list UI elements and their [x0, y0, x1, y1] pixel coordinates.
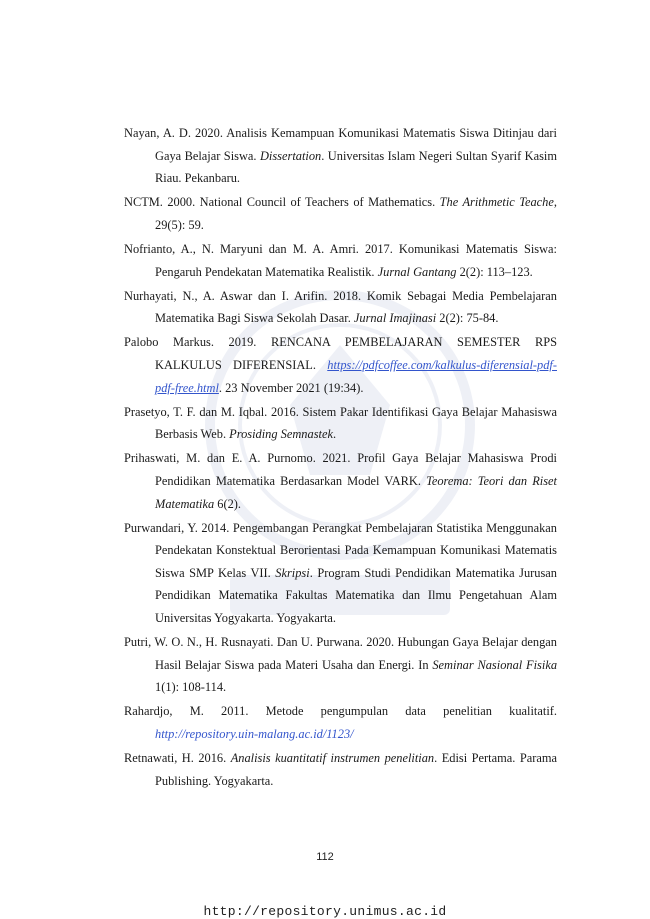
reference-text: . Program Studi Pendidikan Matematika Jurusan Pendidikan Matematika Fakultas Matematika dan Ilmu Pengetahuan Alam Universitas Yogyakarta. Yogyakarta. [155, 565, 557, 625]
reference-text: 2(2): 113–123. [456, 264, 533, 279]
page-number: 112 [316, 851, 334, 863]
reference-text: Purwandari, Y. 2014. Pengembangan Perangkat Pembelajaran Statistika Menggunakan Pendekatan Konstektual Berorientasi Pada Kemampuan Komunikasi Matematis Siswa SMP Kelas VII. [124, 520, 557, 580]
reference-text: Palobo Markus. 2019. RENCANA PEMBELAJARAN SEMESTER RPS KALKULUS DIFERENSIAL. [124, 335, 557, 372]
reference-text: Prihaswati, M. dan E. A. Purnomo. 2021. Profil Gaya Belajar Mahasiswa Prodi Pendidikan Matematika Berdasarkan Model VARK. [124, 451, 557, 488]
reference-source-title: Skripsi [275, 565, 310, 580]
reference-list [124, 122, 557, 794]
reference-text: , 29(5): 59. [155, 195, 557, 232]
reference-text: . Universitas Islam Negeri Sultan Syarif Kasim Riau. Pekanbaru. [155, 148, 557, 186]
reference-entry [124, 401, 557, 446]
reference-entry [124, 191, 557, 236]
reference-url-link[interactable]: https://pdfcoffee.com/kalkulus-diferensial-pdf-pdf-free.html [155, 357, 557, 395]
reference-source-title: Analisis kuantitatif instrumen penelitian [230, 751, 435, 766]
reference-text: Prasetyo, T. F. dan M. Iqbal. 2016. Sistem Pakar Identifikasi Gaya Belajar Mahasiswa Berbasis Web. [124, 404, 557, 442]
reference-source-title: Seminar Nasional Fisika [432, 657, 558, 672]
reference-entry [124, 122, 557, 190]
reference-text: 1(1): 108-114. [155, 680, 227, 695]
repository-footer-url: http://repository.unimus.ac.id [203, 904, 447, 919]
reference-source-title: Teorema: Teori dan Riset Matematika [155, 473, 557, 511]
reference-source-title: Dissertation [259, 148, 322, 163]
reference-entry [124, 631, 557, 699]
reference-source-title: Prosiding Semnastek [229, 427, 333, 442]
reference-entry [124, 331, 557, 399]
reference-text: . [332, 427, 337, 442]
reference-source-title: The Arithmetic Teache [439, 195, 554, 210]
reference-text: . Edisi Pertama. Parama Publishing. Yogyakarta. [155, 751, 557, 788]
reference-text: Putri, W. O. N., H. Rusnayati. Dan U. Purwana. 2020. Hubungan Gaya Belajar dengan Hasil Belajar Siswa pada Materi Usaha dan Energi. In [124, 635, 557, 672]
reference-entry [124, 747, 557, 792]
reference-source-title: Jurnal Gantang [377, 264, 457, 279]
reference-text: Rahardjo, M. 2011. Metode pengumpulan data penelitian kualitatif. [124, 704, 557, 719]
reference-text: 2(2): 75-84. [436, 311, 499, 326]
reference-source-title: Jurnal Imajinasi [353, 311, 437, 326]
reference-text: 6(2). [214, 496, 242, 511]
reference-entry [124, 285, 557, 330]
reference-url-link[interactable]: http://repository.uin-malang.ac.id/1123/ [155, 726, 354, 741]
reference-text: Retnawati, H. 2016. [124, 751, 231, 766]
reference-entry [124, 700, 557, 745]
reference-text: NCTM. 2000. National Council of Teachers of Mathematics. [124, 195, 440, 210]
reference-text: . 23 November 2021 (19:34). [218, 380, 364, 395]
reference-text: Nofrianto, A., N. Maryuni dan M. A. Amri. 2017. Komunikasi Matematis Siswa: Pengaruh Pendekatan Matematika Realistik. [124, 241, 557, 279]
reference-entry [124, 238, 557, 283]
reference-entry [124, 517, 557, 630]
reference-entry [124, 447, 557, 515]
reference-text: Nurhayati, N., A. Aswar dan I. Arifin. 2018. Komik Sebagai Media Pembelajaran Matematika Bagi Siswa Sekolah Dasar. [124, 288, 557, 326]
reference-text: Nayan, A. D. 2020. Analisis Kemampuan Komunikasi Matematis Siswa Ditinjau dari Gaya Belajar Siswa. [124, 126, 557, 163]
